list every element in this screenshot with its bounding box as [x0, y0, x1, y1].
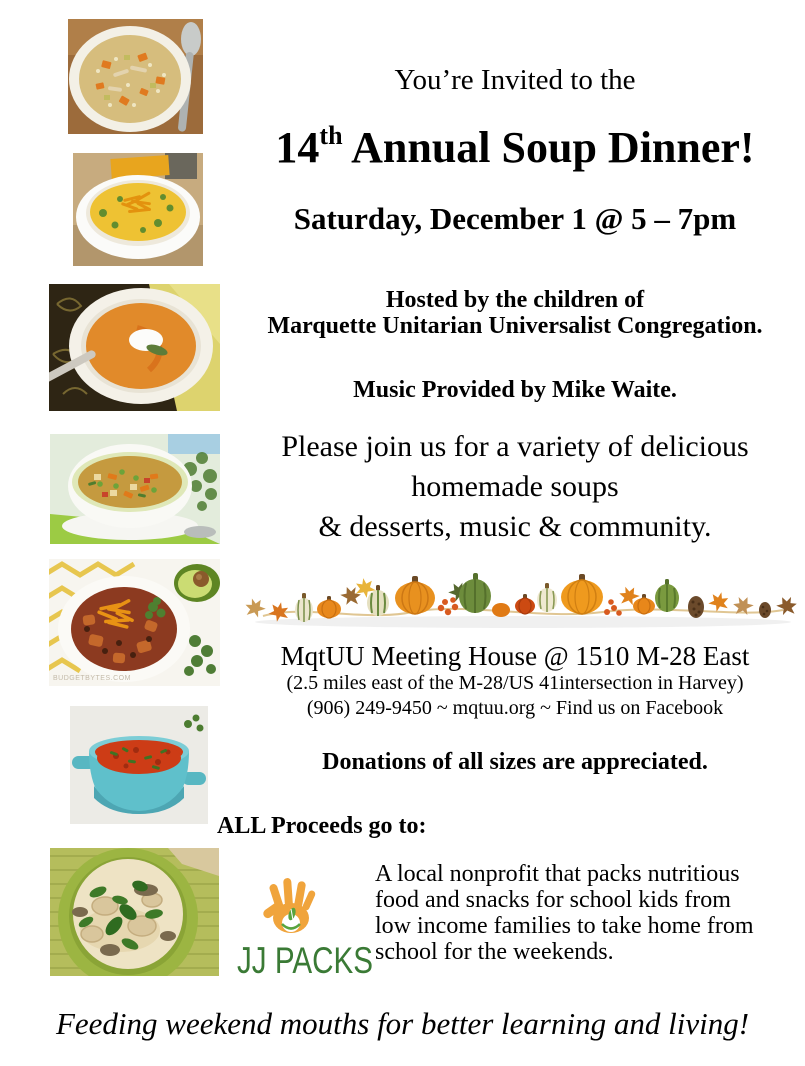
- venue-line: MqtUU Meeting House @ 1510 M-28 East: [280, 641, 750, 671]
- join-line-3: & desserts, music & community.: [318, 510, 712, 543]
- hosted-line-1: Hosted by the children of: [385, 287, 645, 313]
- photo-chicken-rice-soup: [68, 19, 203, 134]
- donations-line: Donations of all sizes are appreciated.: [322, 749, 708, 775]
- hosted-line-2: Marquette Unitarian Universalist Congregation.: [267, 313, 763, 339]
- photo-watermark: BUDGETBYTES.COM: [53, 675, 131, 682]
- hand-leaf-icon: [260, 878, 320, 936]
- photo-thai-coconut-soup: [50, 848, 219, 976]
- chicken-rice-soup-image: [68, 19, 203, 134]
- autumn-gourds-banner-image: [243, 556, 801, 640]
- chili-soup-image: [49, 559, 220, 686]
- photo-chili-soup: [49, 559, 220, 686]
- photo-broccoli-cheddar-soup: [73, 153, 203, 266]
- hosted-by: [220, 287, 805, 339]
- jj-packs-logo-text: JJ PACKS: [236, 940, 373, 981]
- join-line-1: Please join us for a variety of delicious: [281, 430, 749, 463]
- broccoli-cheddar-soup-image: [73, 153, 203, 266]
- title-ordinal: th: [319, 121, 343, 150]
- contact-line: (906) 249-9450 ~ mqtuu.org ~ Find us on Facebook: [306, 697, 724, 719]
- join-line-2: homemade soups: [411, 470, 619, 503]
- tomato-soup-pot-image: [70, 706, 208, 824]
- music-line: Music Provided by Mike Waite.: [353, 377, 677, 403]
- thai-coconut-soup-image: [50, 848, 219, 976]
- nonprofit-desc-line-4: school for the weekends.: [375, 939, 614, 965]
- photo-carrot-puree-soup: [49, 284, 220, 411]
- title-number: 14: [275, 123, 320, 172]
- proceeds-label: ALL Proceeds go to:: [217, 813, 427, 839]
- vegetable-soup-image: [50, 434, 220, 544]
- nonprofit-desc-line-2: food and snacks for school kids from: [375, 887, 731, 913]
- photo-tomato-soup-pot: [70, 706, 208, 824]
- join-us-text: [220, 427, 805, 547]
- nonprofit-desc-line-3: low income families to take home from: [375, 913, 754, 939]
- photo-vegetable-soup: [50, 434, 220, 544]
- tagline: Feeding weekend mouths for better learning and living!: [55, 1006, 750, 1041]
- invite-line: You’re Invited to the: [394, 64, 636, 96]
- title-rest: Annual Soup Dinner!: [342, 123, 755, 172]
- nonprofit-description: [375, 861, 805, 965]
- jj-packs-logo: [220, 878, 373, 982]
- nonprofit-desc-line-1: A local nonprofit that packs nutritious: [375, 861, 740, 887]
- page-title: [220, 121, 805, 174]
- directions-line: (2.5 miles east of the M-28/US 41intersection in Harvey): [286, 672, 744, 694]
- carrot-puree-soup-image: [49, 284, 220, 411]
- event-datetime: Saturday, December 1 @ 5 – 7pm: [293, 201, 737, 236]
